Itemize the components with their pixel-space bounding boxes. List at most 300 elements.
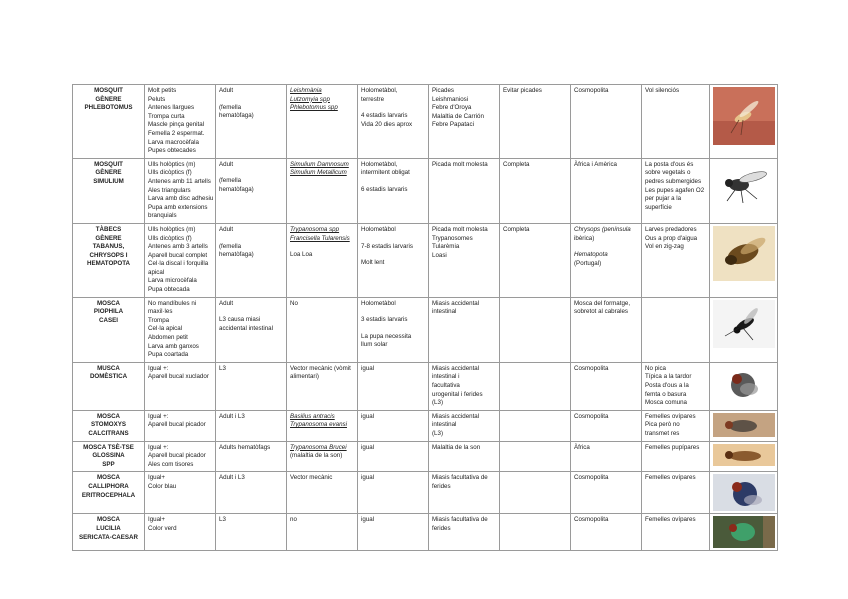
cell-line: Lutzomyia spp xyxy=(290,95,330,103)
cell-line: Trompa xyxy=(148,316,170,324)
cell-line: Completa xyxy=(503,160,530,168)
cell-line: Loasi xyxy=(432,251,447,259)
cell-line: (L3) xyxy=(432,429,444,437)
cell-line: Miasis facultativa de xyxy=(432,474,488,482)
vector-cell xyxy=(287,223,358,297)
cell-line: Cosmopolita xyxy=(574,412,609,420)
notes-cell xyxy=(642,158,710,223)
table-row xyxy=(73,362,778,410)
photo-cell xyxy=(710,410,778,441)
distribution-cell xyxy=(571,297,642,362)
cell-line: Mosca comuna xyxy=(645,399,687,407)
vector-cell xyxy=(287,158,358,223)
cell-line: Leishmània xyxy=(290,87,322,94)
cell-line: intermitent obligat xyxy=(361,169,410,177)
cell-line: Antenes amb 11 artells xyxy=(148,177,211,185)
cell-line: No pica xyxy=(645,364,666,372)
notes-cell xyxy=(642,362,710,410)
control-cell xyxy=(500,441,571,472)
distribution-cell xyxy=(571,223,642,297)
cell-line: No mandíbules ni xyxy=(148,299,197,307)
table-row xyxy=(73,158,778,223)
cell-line: femta o basura xyxy=(645,390,687,398)
vector-cell xyxy=(287,514,358,551)
disease-cell xyxy=(429,158,500,223)
table-row xyxy=(73,441,778,472)
cell-line: Tularèmia xyxy=(432,243,460,251)
cell-line: Posta d'ous a la xyxy=(645,382,689,389)
vector-cell xyxy=(287,362,358,410)
cell-line: igual xyxy=(361,443,375,451)
vector-cell xyxy=(287,85,358,159)
disease-cell xyxy=(429,223,500,297)
cell-line: Aparell bucal complet xyxy=(148,251,208,259)
line-gap xyxy=(290,243,354,251)
cell-line: Pupa coartada xyxy=(148,351,189,359)
distribution-cell xyxy=(571,410,642,441)
life-cycle-cell xyxy=(358,85,429,159)
cell-line: Completa xyxy=(503,225,530,233)
distribution-cell xyxy=(571,514,642,551)
control-cell xyxy=(500,223,571,297)
cell-line: Aparell bucal picador xyxy=(148,452,206,460)
table-row xyxy=(73,223,778,297)
cell-line: Adult xyxy=(219,225,234,233)
line-gap xyxy=(361,104,425,112)
cell-line: apical xyxy=(148,268,165,276)
cell-line: Femelles ovípares xyxy=(645,412,696,420)
notes-cell xyxy=(642,297,710,362)
hematophagy-cell xyxy=(216,472,287,514)
species-name-cell xyxy=(73,297,145,362)
photo-cell xyxy=(710,514,778,551)
cell-line: La pupa necessita xyxy=(361,332,412,340)
cell-line: branquials xyxy=(148,212,177,220)
cell-line: Aparell bucal xuclador xyxy=(148,373,209,381)
notes-cell xyxy=(642,514,710,551)
species-name-cell xyxy=(73,85,145,159)
line-gap xyxy=(574,243,638,251)
table-body xyxy=(73,85,778,551)
control-cell xyxy=(500,158,571,223)
cell-line: Febre d'Oroya xyxy=(432,104,472,112)
hematophagy-cell xyxy=(216,158,287,223)
cell-line: MOSQUIT xyxy=(94,87,123,94)
cell-line: STOMOXYS xyxy=(91,421,126,429)
cell-line: GÈNERE xyxy=(95,169,122,177)
disease-cell xyxy=(429,441,500,472)
cell-line: Ales triangulars xyxy=(148,186,191,194)
cell-line: SERICATA-CAESAR xyxy=(79,533,138,541)
cell-line: Basilius antracis xyxy=(290,412,335,420)
cell-line: igual xyxy=(361,516,375,524)
cell-line: Malaltia de la son xyxy=(432,443,481,451)
cell-line: L3 xyxy=(219,364,226,372)
cell-line: HEMATOPOTA xyxy=(87,260,130,268)
cell-line: Trypanosoma evansi xyxy=(290,421,347,429)
life-cycle-cell xyxy=(358,472,429,514)
cell-line: No xyxy=(290,299,298,307)
vector-cell xyxy=(287,441,358,472)
cell-line: 3 estadis larvaris xyxy=(361,316,408,324)
line-gap xyxy=(219,169,283,177)
species-name-cell xyxy=(73,223,145,297)
cell-line: Holometàbol, xyxy=(361,87,398,94)
cell-line: Adult i L3 xyxy=(219,412,245,420)
cell-line: Simulium Metallicum xyxy=(290,169,347,177)
cell-line: (malaltia de la son) xyxy=(290,452,343,460)
cell-line: Antenes llargues xyxy=(148,104,195,112)
cell-line: sobretot al cabrales xyxy=(574,308,628,316)
disease-cell xyxy=(429,514,500,551)
cell-line: Vector mecànic (vòmit xyxy=(290,364,351,372)
hematophagy-cell xyxy=(216,85,287,159)
cell-line: Miasis facultativa de xyxy=(432,516,488,524)
table-row xyxy=(73,472,778,514)
cell-line: Igual+ xyxy=(148,474,166,482)
cell-line: Trompa curta xyxy=(148,112,185,120)
cell-line: MOSCA xyxy=(96,299,121,307)
cell-line: (L3) xyxy=(432,399,444,407)
sand-fly-photo xyxy=(713,87,775,145)
cell-line: intestinal xyxy=(432,308,457,316)
cell-line: facultativa xyxy=(432,382,460,389)
cell-line: Pupes obtecades xyxy=(148,147,196,155)
cell-line: Ous a prop d'aigua xyxy=(645,234,698,242)
blue-bottle-fly-photo xyxy=(713,474,775,511)
line-gap xyxy=(361,308,425,316)
cell-line: Antenes amb 3 artells xyxy=(148,243,208,251)
cell-line: hematòfaga) xyxy=(219,112,254,120)
control-cell xyxy=(500,472,571,514)
cell-line: Febre Papataci xyxy=(432,121,474,129)
life-cycle-cell xyxy=(358,158,429,223)
cell-line: L3 causa miasi xyxy=(219,316,261,324)
cell-line: Adult xyxy=(219,87,234,94)
cell-line: Abdomen petit xyxy=(148,334,188,342)
cell-line: llum solar xyxy=(361,341,388,349)
line-gap xyxy=(219,235,283,243)
cell-line: Ulls dicòptics (f) xyxy=(148,234,192,242)
cell-line: LUCILIA xyxy=(96,524,121,532)
cell-line: L3 xyxy=(219,516,226,524)
cell-line: Larva microcèfala xyxy=(148,277,197,285)
cell-line: intestinal i xyxy=(432,373,460,381)
cell-line: Chrysops (península xyxy=(574,225,631,233)
cell-line: terrestre xyxy=(361,95,385,103)
species-name-cell xyxy=(73,514,145,551)
cell-line: igual xyxy=(361,474,375,482)
morphology-cell xyxy=(145,441,216,472)
cell-line: Cel·la discal i forquilla xyxy=(148,260,209,268)
cell-line: Larva amb ganxos xyxy=(148,342,199,350)
cell-line: Miasis accidental xyxy=(432,364,480,372)
cell-line: no xyxy=(290,516,297,524)
cell-line: Malaltia de Carrión xyxy=(432,112,484,120)
life-cycle-cell xyxy=(358,362,429,410)
notes-cell xyxy=(642,223,710,297)
cell-line: igual xyxy=(361,364,375,372)
cell-line: pedres submergides xyxy=(645,177,702,185)
control-cell xyxy=(500,410,571,441)
cell-line: CASEI xyxy=(99,316,118,324)
photo-cell xyxy=(710,223,778,297)
cell-line: MOSQUIT xyxy=(94,160,123,168)
cell-line: Holometàbol xyxy=(361,299,396,307)
cell-line: Ales com tisores xyxy=(148,460,194,468)
cell-line: Cosmopolita xyxy=(574,364,609,372)
cell-line: SIMULIUM xyxy=(93,177,124,185)
tsetse-fly-photo xyxy=(713,444,775,466)
morphology-cell xyxy=(145,158,216,223)
cell-line: Picada molt molesta xyxy=(432,225,488,233)
cell-line: Holometàbol, xyxy=(361,160,398,168)
cell-line: SPP xyxy=(102,460,115,468)
cell-line: MOSCA xyxy=(96,412,121,420)
cell-line: accidental intestinal xyxy=(219,324,274,332)
cell-line: Color blau xyxy=(148,482,177,490)
cell-line: Igual+ xyxy=(148,516,166,524)
cell-line: Loa Loa xyxy=(290,251,313,259)
cell-line: ERITROCEPHALA xyxy=(81,491,136,499)
hematophagy-cell xyxy=(216,410,287,441)
cell-line: CALCITRANS xyxy=(88,429,129,437)
morphology-cell xyxy=(145,297,216,362)
cell-line: (femella xyxy=(219,242,242,250)
cell-line: Pupa amb extensions xyxy=(148,203,208,211)
notes-cell xyxy=(642,410,710,441)
cell-line: Molt lent xyxy=(361,259,385,267)
morphology-cell xyxy=(145,472,216,514)
cell-line: Miasis accidental xyxy=(432,299,480,307)
line-gap xyxy=(361,178,425,186)
insect-comparison-table xyxy=(72,84,778,551)
cell-line: Mosca del formatge, xyxy=(574,299,631,307)
distribution-cell xyxy=(571,158,642,223)
notes-cell xyxy=(642,85,710,159)
disease-cell xyxy=(429,472,500,514)
cell-line: Àfrica xyxy=(574,443,590,451)
cell-line: Pica però no xyxy=(645,421,680,429)
cell-line: Femella 2 espermat. xyxy=(148,129,205,137)
table-row xyxy=(73,85,778,159)
cell-line: DOMÈSTICA xyxy=(89,373,128,381)
cell-line: Trypanosoma spp xyxy=(290,225,340,233)
vector-cell xyxy=(287,297,358,362)
stable-fly-photo xyxy=(713,413,775,437)
species-name-cell xyxy=(73,362,145,410)
cell-line: Picades xyxy=(432,87,455,94)
morphology-cell xyxy=(145,410,216,441)
photo-cell xyxy=(710,158,778,223)
cell-line: Phlebotomus spp xyxy=(290,104,338,112)
cell-line: per pujar a la xyxy=(645,195,682,203)
green-bottle-fly-photo xyxy=(713,516,775,548)
cell-line: Adults hematòfags xyxy=(219,443,271,451)
life-cycle-cell xyxy=(358,410,429,441)
cell-line: CALLIPHORA xyxy=(88,482,129,490)
disease-cell xyxy=(429,362,500,410)
cell-line: GLOSSINA xyxy=(92,452,125,460)
cell-line: Cel·la apical xyxy=(148,325,183,333)
cell-line: Cosmopolita xyxy=(574,516,609,524)
cell-line: Trypanosoma Brucei xyxy=(290,443,347,451)
cell-line: (Portugal) xyxy=(574,259,602,267)
cell-line: Francisella Tularensis xyxy=(290,234,350,242)
morphology-cell xyxy=(145,223,216,297)
table-row xyxy=(73,514,778,551)
cell-line: Ulls holòptics (m) xyxy=(148,225,196,233)
cell-line: ferides xyxy=(432,482,451,490)
cell-line: Femelles ovípares xyxy=(645,516,696,524)
morphology-cell xyxy=(145,362,216,410)
disease-cell xyxy=(429,297,500,362)
cell-line: 4 estadis larvaris xyxy=(361,112,408,120)
cell-line: Adult xyxy=(219,160,234,168)
cell-line: Holometàbol xyxy=(361,225,396,233)
table-row xyxy=(73,297,778,362)
cell-line: MOSCA TSÈ-TSE xyxy=(83,443,134,451)
cell-line: Adult i L3 xyxy=(219,474,245,482)
line-gap xyxy=(219,96,283,104)
photo-cell xyxy=(710,85,778,159)
cell-line: Vector mecànic xyxy=(290,474,333,482)
distribution-cell xyxy=(571,472,642,514)
cell-line: Larva macrocèfala xyxy=(148,138,199,146)
cell-line: transmet res xyxy=(645,429,680,437)
cell-line: maxil·les xyxy=(148,308,173,316)
horse-fly-photo xyxy=(713,226,775,281)
cell-line: Ulls holòptics (m) xyxy=(148,160,196,168)
cell-line: Àfrica i Amèrica xyxy=(574,160,617,168)
cell-line: ferides xyxy=(432,524,451,532)
photo-cell xyxy=(710,362,778,410)
control-cell xyxy=(500,514,571,551)
cell-line: intestinal xyxy=(432,421,457,429)
cell-line: Aparell bucal picador xyxy=(148,421,206,429)
morphology-cell xyxy=(145,85,216,159)
cell-line: urogenital i ferides xyxy=(432,390,483,398)
vector-cell xyxy=(287,410,358,441)
species-name-cell xyxy=(73,441,145,472)
photo-cell xyxy=(710,472,778,514)
cell-line: Larves predadores xyxy=(645,225,697,233)
cheese-fly-photo xyxy=(713,300,775,348)
cell-line: Les pupes agafen O2 xyxy=(645,186,705,194)
line-gap xyxy=(219,308,283,316)
cell-line: Femelles pupípares xyxy=(645,443,700,451)
cell-line: Cosmopolita xyxy=(574,474,609,482)
cell-line: GÈNERE xyxy=(95,234,122,242)
cell-line: Leishmaniosi xyxy=(432,95,469,103)
control-cell xyxy=(500,85,571,159)
species-name-cell xyxy=(73,410,145,441)
life-cycle-cell xyxy=(358,441,429,472)
cell-line: CHRYSOPS I xyxy=(89,251,128,259)
cell-line: MUSCA xyxy=(97,364,120,372)
distribution-cell xyxy=(571,85,642,159)
cell-line: ibèrica) xyxy=(574,234,595,242)
cell-line: GÈNERE xyxy=(95,95,122,103)
cell-line: Peluts xyxy=(148,95,166,103)
cell-line: TABANUS, xyxy=(92,243,125,251)
morphology-cell xyxy=(145,514,216,551)
table-row xyxy=(73,410,778,441)
cell-line: 6 estadis larvaris xyxy=(361,185,408,193)
disease-cell xyxy=(429,85,500,159)
distribution-cell xyxy=(571,362,642,410)
cell-line: sobre vegetals o xyxy=(645,169,691,177)
cell-line: La posta d'ous és xyxy=(645,160,694,168)
cell-line: MOSCA xyxy=(96,474,121,482)
hematophagy-cell xyxy=(216,514,287,551)
cell-line: Cosmopolita xyxy=(574,87,609,94)
cell-line: Color verd xyxy=(148,524,177,532)
disease-cell xyxy=(429,410,500,441)
hematophagy-cell xyxy=(216,362,287,410)
line-gap xyxy=(361,251,425,259)
cell-line: PIOPHILA xyxy=(93,308,124,316)
cell-line: MOSCA xyxy=(96,516,121,524)
cell-line: TÀBECS xyxy=(95,225,122,233)
line-gap xyxy=(361,325,425,333)
photo-cell xyxy=(710,441,778,472)
cell-line: 7-8 estadis larvaris xyxy=(361,242,413,250)
cell-line: Ulls dicòptics (f) xyxy=(148,169,192,177)
cell-line: Igual +: xyxy=(148,443,169,451)
cell-line: Simulium Damnosum xyxy=(290,160,349,168)
cell-line: Miasis accidental xyxy=(432,412,480,420)
cell-line: Pupa obtecada xyxy=(148,286,190,294)
distribution-cell xyxy=(571,441,642,472)
notes-cell xyxy=(642,472,710,514)
control-cell xyxy=(500,297,571,362)
cell-line: Femelles ovípares xyxy=(645,474,696,482)
cell-line: PHLEBOTOMUS xyxy=(84,104,133,112)
hematophagy-cell xyxy=(216,441,287,472)
life-cycle-cell xyxy=(358,297,429,362)
life-cycle-cell xyxy=(358,514,429,551)
cell-line: hematòfaga) xyxy=(219,251,254,259)
house-fly-photo xyxy=(713,365,775,405)
control-cell xyxy=(500,362,571,410)
hematophagy-cell xyxy=(216,297,287,362)
cell-line: Molt petits xyxy=(148,87,177,94)
line-gap xyxy=(361,235,425,243)
cell-line: (femella xyxy=(219,177,242,185)
hematophagy-cell xyxy=(216,223,287,297)
cell-line: superfície xyxy=(645,203,672,211)
species-name-cell xyxy=(73,472,145,514)
cell-line: igual xyxy=(361,412,375,420)
cell-line: Igual +: xyxy=(148,364,169,372)
cell-line: Trypanosomes xyxy=(432,234,473,242)
vector-cell xyxy=(287,472,358,514)
cell-line: Picada molt molesta xyxy=(432,160,488,168)
cell-line: Mascle pinça genital xyxy=(148,121,205,129)
cell-line: Vol silenciós xyxy=(645,87,680,94)
cell-line: Igual +: xyxy=(148,412,169,420)
cell-line: Adult xyxy=(219,299,234,307)
black-fly-drawing xyxy=(713,161,775,207)
cell-line: (femella xyxy=(219,103,242,111)
cell-line: hematòfaga) xyxy=(219,185,254,193)
cell-line: Hematopota xyxy=(574,251,608,259)
cell-line: Larva amb disc adhesiu xyxy=(148,195,214,203)
species-name-cell xyxy=(73,158,145,223)
photo-cell xyxy=(710,297,778,362)
cell-line: Típica a la tardor xyxy=(645,373,692,381)
